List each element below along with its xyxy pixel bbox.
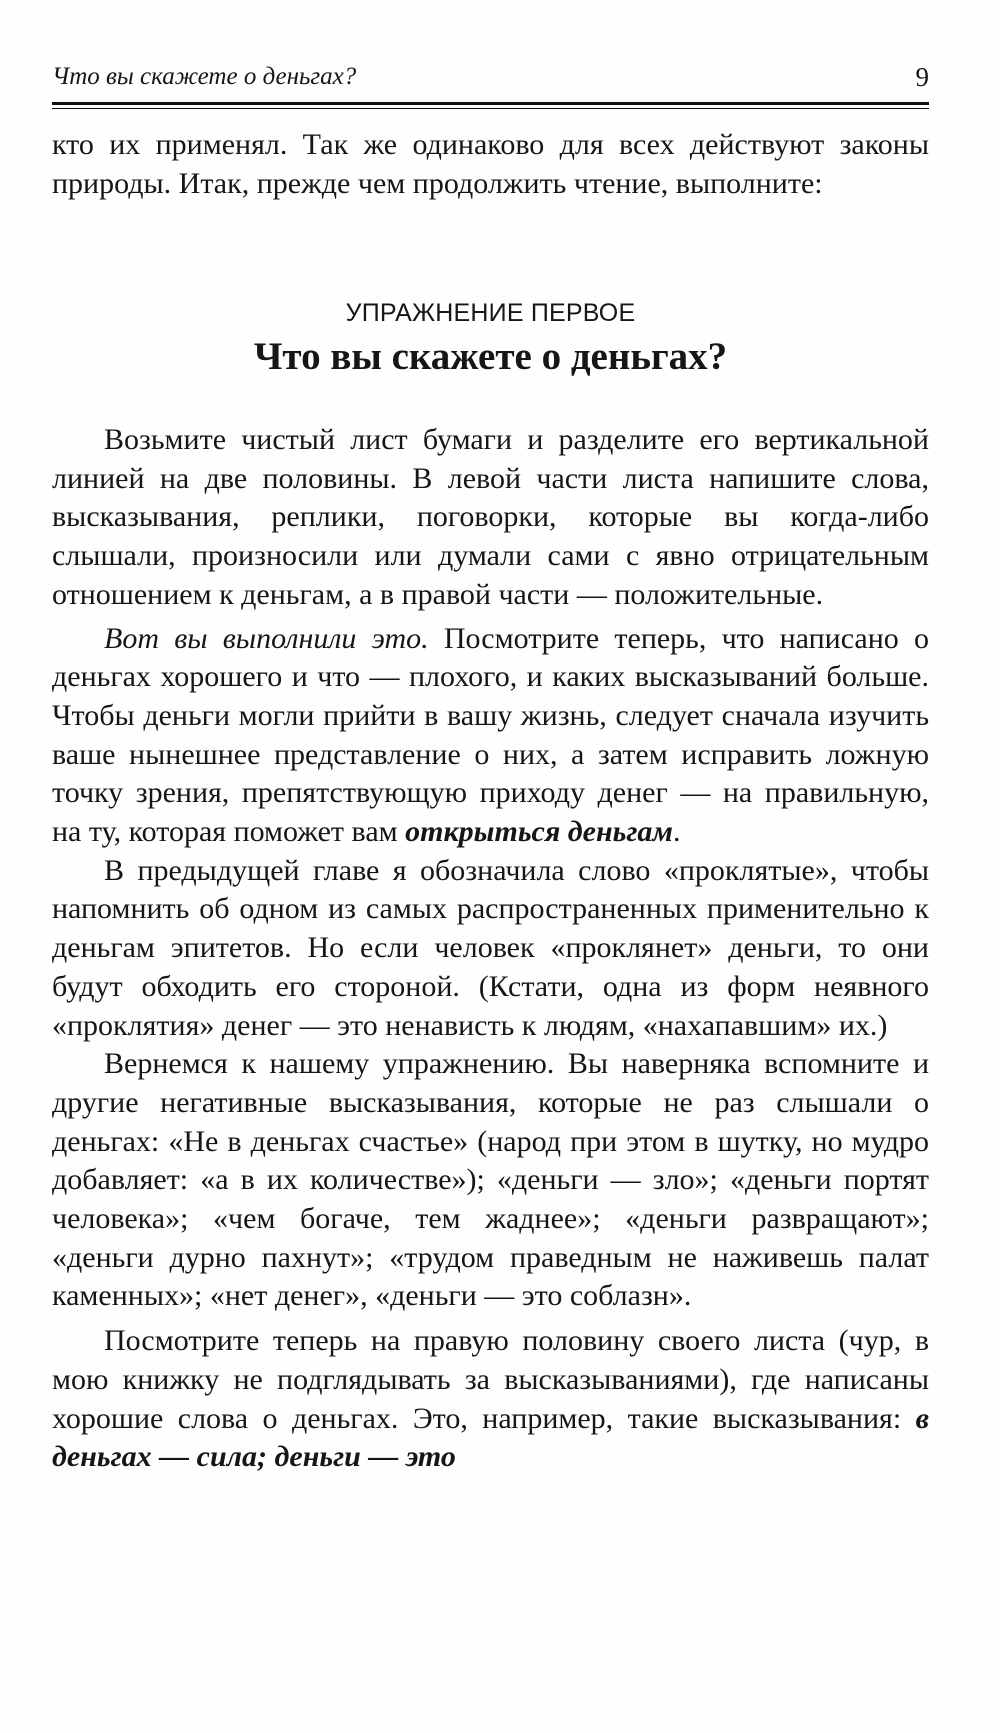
header-rule-thin — [52, 108, 929, 109]
paragraph-5-emphasis: в деньгах — сила; деньги — это — [52, 1401, 929, 1474]
exercise-label: УПРАЖНЕНИЕ ПЕРВОЕ — [345, 299, 636, 327]
intro-text — [52, 126, 929, 203]
header-rule-thick — [52, 102, 929, 105]
running-title: Что вы скажете о деньгах? — [52, 63, 357, 90]
intro-paragraph: кто их применял. Так же одинаково для всех действуют законы природы. Итак, прежде чем продолжить чтение, выполните: — [52, 128, 929, 200]
page-number: 9 — [915, 62, 929, 92]
running-head — [52, 62, 929, 102]
paragraph-5-text: Посмотрите теперь на правую половину своего листа (чур, в мою книжку не подглядывать за высказываниями), где написаны хорошие слова о деньгах. Это, например, такие высказывания: — [52, 1324, 929, 1435]
paragraph-2-text: Посмотрите теперь, что написано о деньгах хорошего и что — плохого, и каких высказываний больше. Чтобы деньги могли прийти в вашу жизнь, следует сначала изучить ваше нынешнее представление о них, а затем исправить ложную точку зрения, препятствующую приходу денег — на правильную, на ту, которая поможет вам — [52, 621, 929, 849]
paragraph-3: В предыдущей главе я обозначила слово «проклятые», чтобы напомнить об одном из самых распространенных применительно к деньгам эпитетов. Но если человек «проклянет» деньги, то они будут обходить его стороной. (Кстати, одна из форм неявного «проклятия» денег — это ненависть к людям, «нахапавшим» их.) — [52, 853, 929, 1042]
paragraph-2-end: . — [673, 815, 681, 849]
paragraph-4: Вернемся к нашему упражнению. Вы наверняка вспомните и другие негативные высказывания, которые не раз слышали о деньгах: «Не в деньгах счастье» (народ при этом в шутку, но мудро добавляет: «а в их количестве»); «деньги — зло»; «деньги портят человека»; «чем богаче, тем жаднее»; «деньги развращают»; «деньги дурно пахнут»; «трудом праведным не наживешь палат каменных»; «нет денег», «деньги — это соблазн». — [52, 1047, 929, 1313]
exercise-title: Что вы скажете о деньгах? — [253, 335, 728, 378]
paragraph-2-italic-lead: Вот вы выполнили это. — [104, 621, 429, 655]
paragraph-2 — [52, 620, 929, 852]
paragraph-2-emphasis: открыться деньгам — [405, 815, 673, 849]
body-text — [52, 421, 929, 1477]
paragraph-1: Возьмите чистый лист бумаги и разделите его вертикальной линией на две половины. В левой части листа напишите слова, высказывания, реплики, поговорки, которые вы когда-либо слышали, произносили или думали сами с явно отрицательным отношением к деньгам, а в правой части — положительные. — [52, 423, 929, 611]
paragraph-5 — [52, 1322, 929, 1477]
